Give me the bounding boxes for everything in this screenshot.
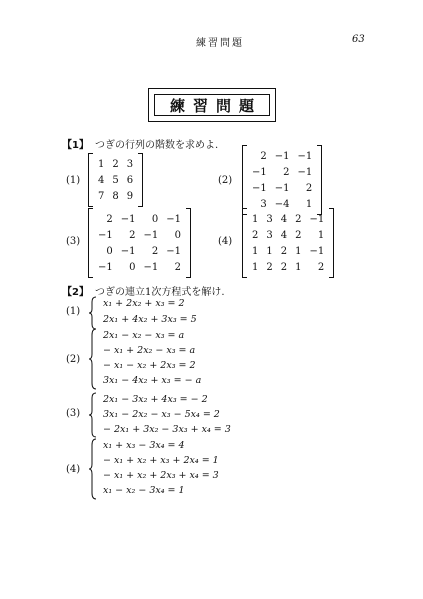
equation: 2x₁ + 4x₂ + 3x₃ = 5 <box>103 314 197 325</box>
matrix-cell: 2 <box>295 213 302 225</box>
matrix-cell: −1 <box>143 261 159 273</box>
equation: 3x₁ − 2x₂ − x₃ − 5x₄ = 2 <box>103 409 220 420</box>
equation: x₁ + x₃ − 3x₄ = 4 <box>103 440 185 451</box>
equation: x₁ + 2x₂ + x₃ = 2 <box>103 298 185 309</box>
section2-text: つぎの連立1次方程式を解け. <box>94 287 225 298</box>
matrix-cell: −1 <box>309 245 325 257</box>
problem-label: (3) <box>66 408 81 419</box>
matrix-cell: −1 <box>98 229 113 241</box>
matrix-cell: 2 <box>112 158 119 170</box>
matrix-cell: 3 <box>266 229 273 241</box>
matrix-cell: 7 <box>98 190 105 202</box>
matrix-cell: 1 <box>252 261 259 273</box>
problem-label: (4) <box>66 464 81 475</box>
equation: x₁ − x₂ − 3x₄ = 1 <box>103 485 185 496</box>
equation: − x₁ + 2x₂ − x₃ = a <box>103 345 196 356</box>
matrix-cell: 0 <box>106 245 113 257</box>
section2-heading <box>62 283 225 298</box>
matrix-cell: 1 <box>98 158 105 170</box>
brace-icon <box>88 328 98 390</box>
matrix-cell: 0 <box>129 261 136 273</box>
equation: − x₁ + x₂ + x₃ + 2x₄ = 1 <box>103 455 219 466</box>
matrix-cell: 1 <box>317 229 325 241</box>
title-box <box>148 88 276 122</box>
matrix-cell: 3 <box>266 213 273 225</box>
matrix-cell: 2 <box>266 261 273 273</box>
matrix-cell: −1 <box>297 150 313 162</box>
section1-number: 【1】 <box>62 140 89 151</box>
section2-number: 【2】 <box>62 287 89 298</box>
equation: 3x₁ − 4x₂ + x₃ = − a <box>103 375 202 386</box>
matrix-cell: 2 <box>280 245 288 257</box>
matrix-cell: 4 <box>280 213 288 225</box>
matrix-cell: 2 <box>106 213 113 225</box>
problem-label: (4) <box>218 236 233 247</box>
matrix-4 <box>242 208 334 278</box>
matrix-cell: −1 <box>120 245 136 257</box>
matrix-cell: −1 <box>274 182 290 194</box>
matrix-cell: 4 <box>280 229 288 241</box>
matrix-cell: 1 <box>295 245 302 257</box>
equation: − 2x₁ + 3x₂ − 3x₃ + x₄ = 3 <box>103 424 231 435</box>
matrix-cell: −1 <box>166 213 181 225</box>
matrix-cell: 0 <box>151 213 159 225</box>
matrix-cell: 1 <box>252 213 259 225</box>
matrix-cell: 3 <box>126 158 134 170</box>
equation: − x₁ − x₂ + 2x₃ = 2 <box>103 360 196 371</box>
matrix-cell: 1 <box>305 198 313 210</box>
matrix-cell: 1 <box>252 245 259 257</box>
matrix-cell: 2 <box>295 229 302 241</box>
problem-label: (2) <box>66 354 81 365</box>
matrix-cell: −1 <box>274 150 290 162</box>
matrix-cell: 4 <box>98 174 105 186</box>
matrix-cell: 2 <box>283 166 290 178</box>
matrix-cell: 2 <box>151 245 159 257</box>
matrix-cell: 2 <box>252 229 259 241</box>
matrix-cell: 2 <box>174 261 181 273</box>
matrix-cell: 3 <box>260 198 267 210</box>
brace-icon <box>88 296 98 330</box>
brace-icon <box>88 392 98 438</box>
matrix-cell: 5 <box>112 174 119 186</box>
matrix-cell: −1 <box>166 245 181 257</box>
matrix-cell: 9 <box>126 190 134 202</box>
problem-label: (3) <box>66 236 81 247</box>
matrix-cell: 1 <box>295 261 302 273</box>
brace-icon <box>88 438 98 500</box>
matrix-cell: −1 <box>98 261 113 273</box>
matrix-cell: 8 <box>112 190 119 202</box>
matrix-cell: 6 <box>126 174 134 186</box>
matrix-cell: −1 <box>309 213 325 225</box>
problem-label: (1) <box>66 306 81 317</box>
problem-label: (2) <box>218 175 233 186</box>
section1-heading <box>62 136 218 151</box>
matrix-1 <box>88 153 143 207</box>
matrix-cell: −1 <box>143 229 159 241</box>
running-header: 練習問題 <box>196 38 244 49</box>
matrix-cell: −1 <box>252 166 267 178</box>
equation: 2x₁ − 3x₂ + 4x₃ = − 2 <box>103 394 208 405</box>
matrix-cell: 2 <box>260 150 267 162</box>
equation: 2x₁ − x₂ − x₃ = a <box>103 330 185 341</box>
matrix-2 <box>242 145 322 215</box>
page-number: 63 <box>352 34 365 45</box>
problem-label: (1) <box>66 175 81 186</box>
matrix-cell: −1 <box>297 166 313 178</box>
matrix-cell: −1 <box>120 213 136 225</box>
matrix-cell: 1 <box>266 245 273 257</box>
section1-text: つぎの行列の階数を求めよ. <box>94 140 219 151</box>
equation: − x₁ + x₂ + 2x₃ + x₄ = 3 <box>103 470 219 481</box>
matrix-3 <box>88 208 191 278</box>
matrix-cell: −4 <box>274 198 290 210</box>
matrix-cell: 0 <box>174 229 181 241</box>
matrix-cell: −1 <box>252 182 267 194</box>
matrix-cell: 2 <box>305 182 313 194</box>
matrix-cell: 2 <box>129 229 136 241</box>
matrix-cell: 2 <box>317 261 325 273</box>
page-title: 練習問題 <box>154 94 270 116</box>
matrix-cell: 2 <box>280 261 288 273</box>
